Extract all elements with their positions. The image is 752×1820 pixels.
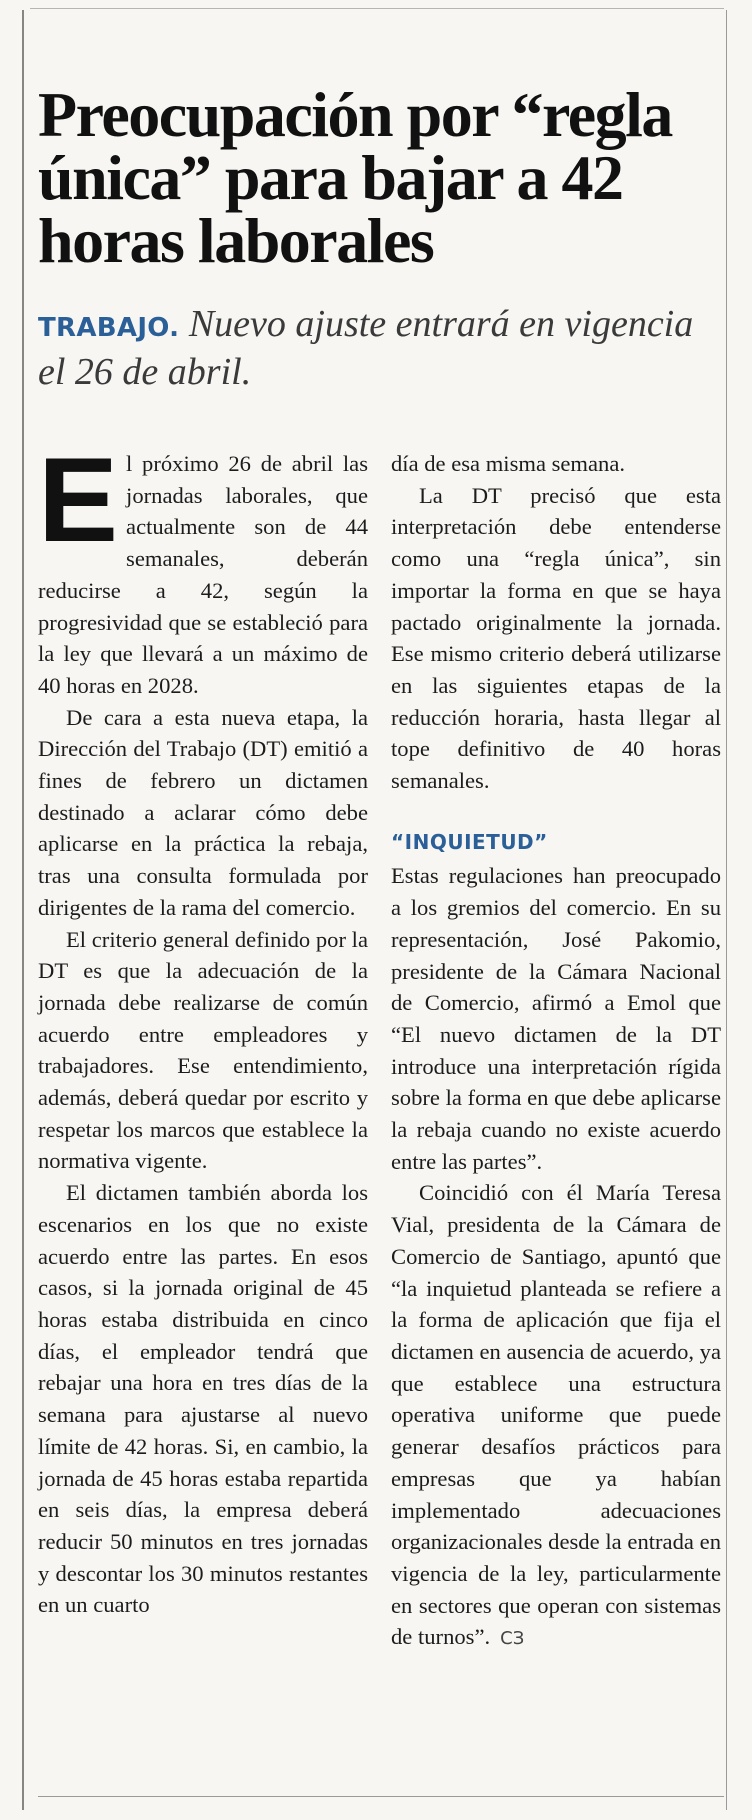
paragraph: De cara a esta nueva etapa, la Dirección del Trabajo (DT) emitió a fines de febrero un dictamen destinado a aclarar cómo debe aplicarse en la práctica la rebaja, tras una consulta formulada por dirigentes de la rama del comercio. [38,704,368,920]
paragraph: El criterio general definido por la DT es que la adecuación de la jornada debe realizarse de común acuerdo entre empleadores y trabajadores. Ese entendimiento, además, deberá quedar por escrito y respetar los marcos que establece la normativa vigente. [38,926,368,1174]
headline: Preocupación por “regla única” para bajar a 42 horas laborales [38,78,672,276]
paragraph: Estas regulaciones han preocupado a los gremios del comercio. En su representación, José Pakomio, presidente de la Cámara Nacional de Comercio, afirmó a Emol que “El nuevo dictamen de la DT introduce una interpretación rígida sobre la forma en que debe aplicarse la rebaja cuando no existe acuerdo entre las partes”. [391,863,721,1174]
paragraph-text: Coincidió con él María Teresa Vial, presidenta de la Cámara de Comercio de Santiago, apuntó que “la inquietud planteada se refiere a la forma de aplicación que fija el dictamen en ausencia de acuerdo, ya que establece una estructura operativa uniforme que puede generar desafíos prácticos para empresas que ya habían implementado adecuaciones organizacionales desde la entrada en vigencia de la ley, particularmente en sectores que operan con sistemas de turnos”. [391,1180,721,1650]
body-column-right [391,448,721,1655]
right-column-rule [726,10,727,1810]
kicker: TRABAJO. [38,313,180,343]
deck [38,302,718,394]
deck-text: Nuevo ajuste entrará en vigencia el 26 de abril. [38,303,694,393]
left-column-rule [22,10,24,1810]
paragraph [391,1177,721,1655]
paragraph [38,433,368,702]
paragraph-continuation: día de esa misma semana. [391,451,626,476]
end-mark-icon: CЗ [500,1628,525,1650]
drop-cap: E [38,433,119,567]
paragraph-text: l próximo 26 de abril las jornadas laborales, que actualmente son de 44 semanales, deberán reducirse a 42, según la progresividad que se estableció para la ley que llevará a un máximo de 40 horas en 2028. [38,451,368,698]
paragraph: La DT precisó que esta interpretación debe entenderse como una “regla única”, sin importar la forma en que se haya pactado originalmente la jornada. Ese mismo criterio deberá utilizarse en las siguientes etapas de la reducción horaria, hasta llegar al tope definitivo de 40 horas semanales. [391,482,721,794]
paragraph: El dictamen también aborda los escenarios en los que no existe acuerdo entre las partes. En esos casos, si la jornada original de 45 horas estaba distribuida en cinco días, el empleador tendrá que rebajar una hora en tres días de la semana para ajustarse al nuevo límite de 42 horas. Si, en cambio, la jornada de 45 horas estaba repartida en seis días, la empresa deberá reducir 50 minutos en tres jornadas y descontar los 30 minutos restantes en un cuarto [38,1180,368,1618]
subheading: “INQUIETUD” [391,829,548,854]
bottom-rule [38,1796,724,1797]
top-rule [30,8,724,9]
body-column-left [38,433,368,1621]
